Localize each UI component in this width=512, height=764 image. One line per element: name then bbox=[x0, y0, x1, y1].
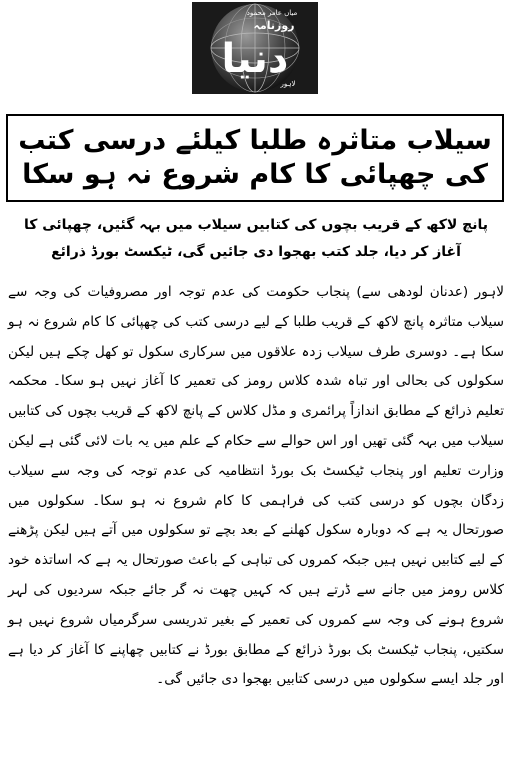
newspaper-logo bbox=[192, 2, 318, 94]
masthead-title: دنیا bbox=[221, 36, 289, 82]
subheadline: پانچ لاکھ کے قریب بچوں کی کتابیں سیلاب میں بہہ گئیں، چھپائی کا آغاز کر دیا، جلد کتب بھجوا دی جائیں گی، ٹیکسٹ بورڈ ذرائع bbox=[23, 217, 489, 260]
logo-small-line: روزنامہ bbox=[253, 19, 295, 32]
globe-icon bbox=[192, 2, 318, 94]
founder-text: میاں عامر محمود bbox=[246, 9, 298, 17]
logo-city: لاہور bbox=[280, 80, 296, 88]
headline: سیلاب متاثرہ طلبا کیلئے درسی کتب کی چھپائی کا کام شروع نہ ہو سکا bbox=[18, 125, 492, 190]
headline-box bbox=[6, 114, 504, 202]
article-body: لاہور (عدنان لودھی سے) پنجاب حکومت کی عدم توجہ اور مصروفیات کی وجہ سے سیلاب متاثرہ پانچ لاکھ کے قریب طلبا کے لیے درسی کتب کی چھپائی کا کام شروع نہ ہو سکا ہے۔ دوسری طرف سیلاب زدہ علاقوں میں سرکاری سکول تو کھل چکے ہیں لیکن سکولوں کی بحالی اور تباہ شدہ کلاس رومز کی تعمیر کا آغاز نہیں ہو سکا۔ محکمہ تعلیم ذرائع کے مطابق اندازاً پرائمری و مڈل کلاس کے پانچ لاکھ کے قریب بچوں کی کتابیں سیلاب میں بہہ گئی تھیں اور اس حوالے سے حکام کے علم میں یہ بات لائی گئی ہے لیکن وزارت تعلیم اور پنجاب ٹیکسٹ بک بورڈ انتظامیہ کی عدم توجہ کی وجہ سے سیلاب زدگان بچوں کو درسی کتب کی فراہمی کا کام شروع نہ ہو سکا۔ سکولوں میں صورتحال یہ ہے کہ دوبارہ سکول کھلنے کے بعد بچے تو سکولوں میں آتے ہیں لیکن پڑھنے کے لیے کتابیں نہیں ہیں جبکہ کمروں کی تباہی کے باعث صورتحال یہ ہے کہ اساتذہ خود کلاس رومز میں جانے سے ڈرتے ہیں کہ کہیں چھت نہ گر جائے جبکہ سردیوں کی لہر شروع ہونے کی وجہ سے کمروں کی تعمیر کے بغیر تدریسی سرگرمیاں شروع نہیں ہو سکتیں، پنجاب ٹیکسٹ بک بورڈ ذرائع کے مطابق بورڈ نے کتابیں چھاپنے کا آغاز کر دیا ہے اور جلد ایسے سکولوں میں درسی کتابیں بھجوا دی جائیں گی۔ bbox=[8, 284, 504, 688]
